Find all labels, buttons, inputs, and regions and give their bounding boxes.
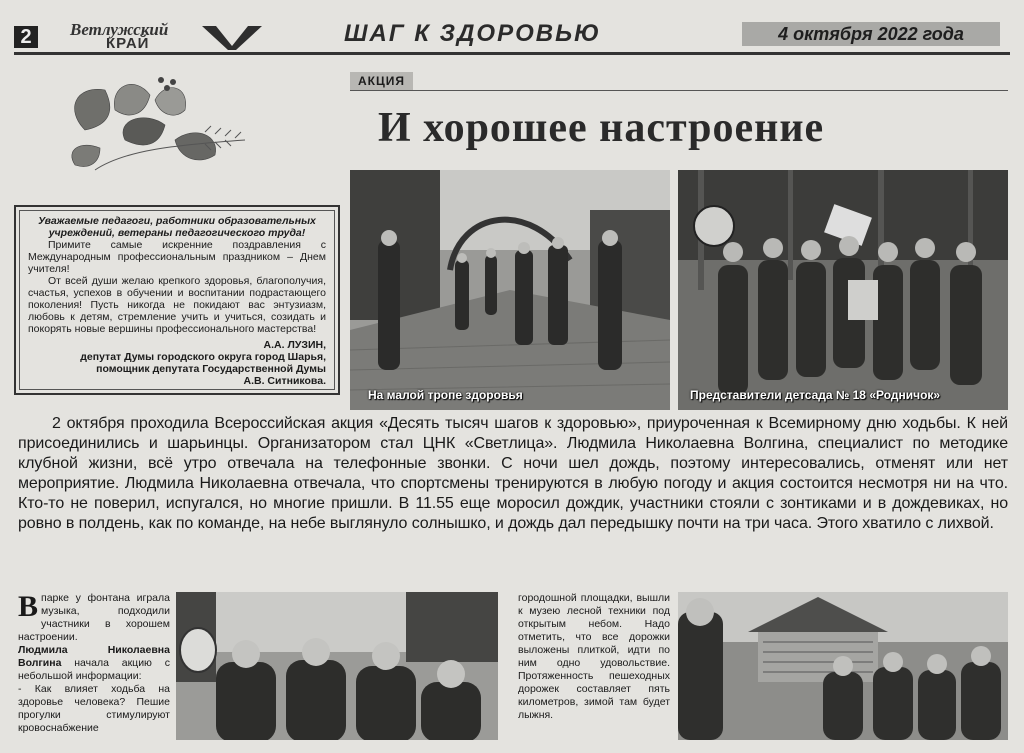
issue-date: 4 октября 2022 года: [742, 22, 1000, 46]
article-lead: 2 октября проходила Всероссийская акция «Десять тысяч шагов к здоровью», приуроченная к Всемирному дню ходьбы. К ней присоединились и шарьинцы. Организатором стал ЦНК «Светлица». Людмила Николаевна Волгина, специалист по методике клубной жизни, всё утро отвечала на телефонные звонки. С ночи шел дождь, поэтому интересовались, отменят или нет мероприятие. Людмила Николаевна отвечала, что спортсмены тренируются в любую погоду и акция состоится несмотря ни на что. Кто-то не поверил, испугался, но многие пришли. В 11.55 еще моросил дождик, участники стояли с зонтиками и в дождевиках, но ровно в полдень, как по команде, на небе выглянуло солнышко, и дождь дал передышку почти на три часа. Этого хватило с лихвой.: [18, 415, 1008, 532]
rubric-title: ШАГ К ЗДОРОВЬЮ: [344, 20, 602, 47]
logo-v-icon: [202, 24, 262, 50]
tag-divider: [350, 90, 1008, 91]
signature-name: А.А. ЛУЗИН,: [263, 339, 326, 351]
greeting-box: [14, 205, 340, 395]
article-column-1: [18, 592, 170, 748]
signature-title-2: помощник депутата Государственной Думы: [96, 363, 326, 375]
column1-text-3: - Как влияет ходьба на здоровье человека? Пешие прогулки стимулируют кровоснабжение: [18, 683, 170, 734]
newspaper-logo: [44, 20, 264, 50]
greeting-heading: Уважаемые педагоги, работники образовательных учреждений, ветераны педагогического труда!: [38, 215, 316, 239]
signature-title-1: депутат Думы городского округа город Шарья,: [80, 351, 326, 363]
signature-title-3: А.В. Ситникова.: [243, 375, 326, 387]
photo-small-trail: [350, 170, 670, 410]
page-number: 2: [14, 26, 38, 48]
column1-text-1: парке у фонтана играла музыка, подходили участники в хорошем настроении.: [18, 592, 170, 643]
drop-cap: В: [18, 592, 39, 623]
photo1-caption: На малой тропе здоровья: [368, 388, 523, 402]
greeting-paragraph-2: От всей души желаю крепкого здоровья, благополучия, счастья, успехов в обучении и воспитании подрастающего поколения! Пусть никогда не покидают вас энтузиазм, любовь к детям, стремление учить и учиться, созидать и покорять новые вершины профессионального мастерства!: [28, 275, 326, 335]
logo-line2: КРАЙ: [106, 35, 150, 52]
column1-bold-name: Людмила Николаевна Волгина: [18, 644, 170, 669]
autumn-leaves-icon: [55, 70, 255, 190]
photo-kindergarten-group: [678, 170, 1008, 410]
photo-participants-group: [176, 592, 498, 740]
article-tag: АКЦИЯ: [350, 72, 413, 90]
article-column-2: городошной площадки, вышли к музею лесной техники под открытым небом. Надо отметить, что все дорожки выложены плиткой, идти по ним одно удовольствие. Протяженность пешеходных дорожек составляет пять километров, зимой там будет лыжня.: [518, 592, 670, 721]
column1-text-2: начала акцию с небольшой информации:: [18, 657, 170, 682]
greeting-paragraph-1: Примите самые искренние поздравления с Международным профессиональным праздником – Днем учителя!: [28, 239, 326, 275]
header-divider: [14, 52, 1010, 55]
photo-forest-museum: [678, 592, 1008, 740]
article-title: И хорошее настроение: [378, 105, 825, 151]
masthead: [14, 14, 1012, 50]
photo2-caption: Представители детсада № 18 «Родничок»: [690, 388, 941, 402]
logo-line1: Ветлужский: [70, 20, 169, 39]
